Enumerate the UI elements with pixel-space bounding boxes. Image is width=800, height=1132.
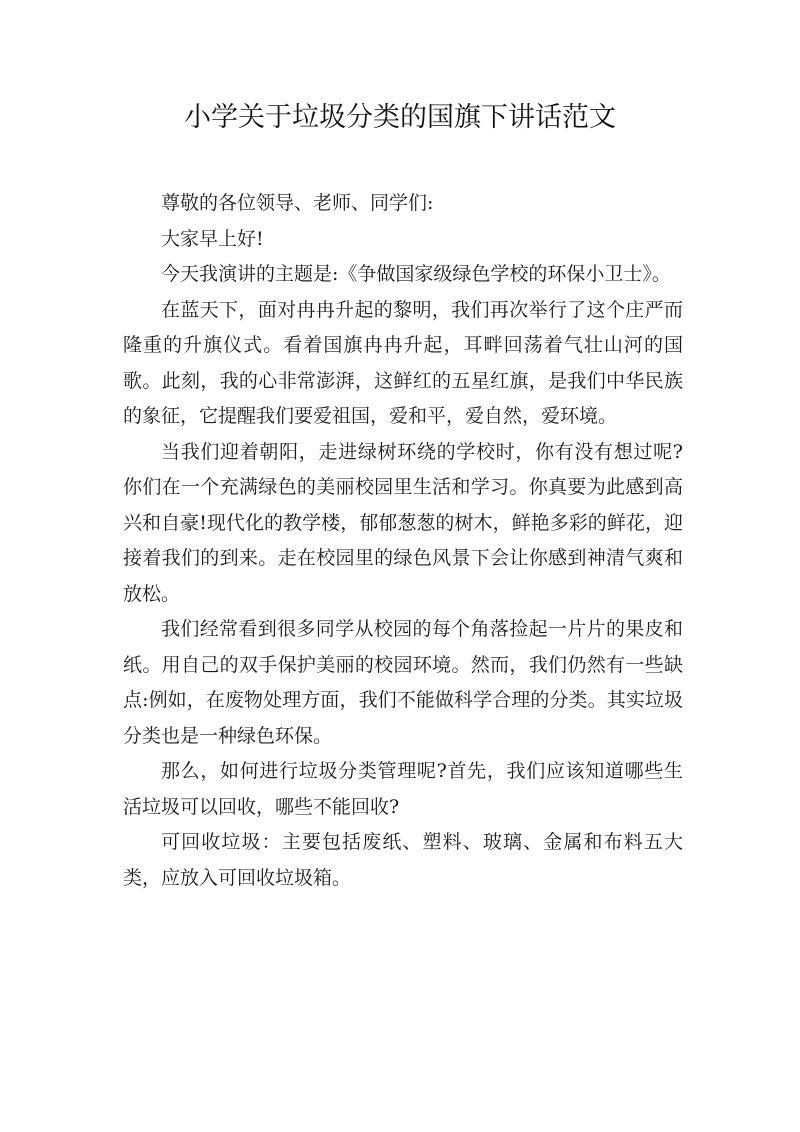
paragraph-topic: 今天我演讲的主题是:《争做国家级绿色学校的环保小卫士》。 bbox=[161, 263, 671, 285]
paragraph-how-to-sort: 那么，如何进行垃圾分类管理呢?首先，我们应该知道哪些生活垃圾可以回收，哪些不能回收? bbox=[123, 760, 683, 818]
document-title: 小学关于垃圾分类的国旗下讲话范文 bbox=[184, 102, 616, 133]
paragraph-recyclable: 可回收垃圾：主要包括废纸、塑料、玻璃、金属和布料五大类，应放入可回收垃圾箱。 bbox=[123, 831, 683, 889]
paragraph-green-campus: 当我们迎着朝阳，走进绿树环绕的学校时，你有没有想过呢?你们在一个充满绿色的美丽校园里生活和学习。你真要为此感到高兴和自豪!现代化的教学楼，郁郁葱葱的树木，鲜艳多彩的鲜花，迎接着我们的到来。走在校园里的绿色风景下会让你感到神清气爽和放松。 bbox=[123, 440, 683, 605]
document-body bbox=[123, 186, 683, 896]
paragraph-good-morning: 大家早上好! bbox=[161, 227, 264, 250]
paragraph-greeting: 尊敬的各位领导、老师、同学们: bbox=[161, 192, 434, 214]
paragraph-shortcomings: 我们经常看到很多同学从校园的每个角落捡起一片片的果皮和纸。用自己的双手保护美丽的校园环境。然而，我们仍然有一些缺点:例如，在废物处理方面，我们不能做科学合理的分类。其实垃圾分类也是一种绿色环保。 bbox=[123, 618, 683, 747]
paragraph-flag-ceremony: 在蓝天下，面对冉冉升起的黎明，我们再次举行了这个庄严而隆重的升旗仪式。看着国旗冉冉升起，耳畔回荡着气壮山河的国歌。此刻，我的心非常澎湃，这鲜红的五星红旗，是我们中华民族的象征，它提醒我们要爱祖国，爱和平，爱自然，爱环境。 bbox=[123, 298, 683, 427]
